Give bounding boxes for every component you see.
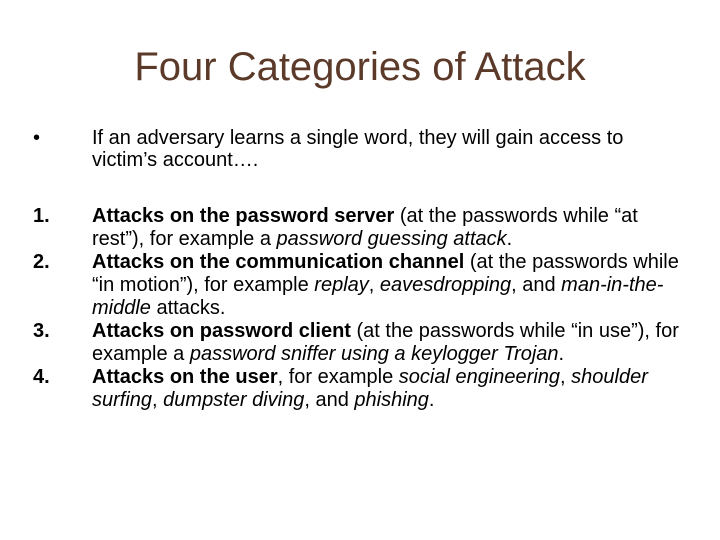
- item-text-segment: , for example: [277, 366, 399, 388]
- item-number: 2.: [33, 251, 50, 273]
- example-term: shoulder surfing: [92, 366, 648, 411]
- item-text: [92, 251, 692, 320]
- example-term: phishing: [354, 389, 429, 411]
- item-heading: Attacks on the password server: [92, 205, 395, 227]
- item-text-segment: ,: [560, 366, 572, 388]
- item-text: [92, 366, 692, 412]
- item-heading: Attacks on password client: [92, 320, 351, 342]
- item-heading: Attacks on the communication channel: [92, 251, 465, 273]
- item-text-segment: , and: [511, 274, 562, 296]
- example-term: eavesdropping: [379, 274, 512, 296]
- item-text-segment: .: [428, 389, 435, 411]
- slide-title: Four Categories of Attack: [134, 45, 586, 89]
- example-term: password guessing attack: [276, 228, 507, 250]
- item-number: 1.: [33, 205, 50, 227]
- item-text-segment: attacks.: [150, 297, 226, 319]
- attack-category-item: [33, 251, 693, 320]
- item-text: [92, 320, 692, 366]
- example-term: password sniffer using a keylogger Trojan: [189, 343, 559, 365]
- item-text-segment: (at the passwords while “in motion”), for example: [92, 251, 679, 296]
- attack-category-item: [33, 320, 693, 366]
- item-number: 4.: [33, 366, 50, 388]
- item-text: [92, 205, 692, 251]
- example-term: man-in-the-middle: [92, 274, 664, 319]
- item-text-segment: , and: [304, 389, 355, 411]
- attack-category-list: [33, 205, 693, 412]
- intro-text: If an adversary learns a single word, they will gain access to victim’s account….: [92, 127, 624, 171]
- bullet-marker: •: [33, 127, 41, 149]
- item-text-segment: ,: [368, 274, 380, 296]
- item-text-segment: (at the passwords while “in use”), for example a: [92, 320, 679, 365]
- attack-category-item: [33, 205, 693, 251]
- item-text-segment: .: [506, 228, 513, 250]
- example-term: replay: [314, 274, 369, 296]
- example-term: social engineering: [398, 366, 561, 388]
- item-text-segment: .: [558, 343, 565, 365]
- item-number: 3.: [33, 320, 50, 342]
- item-heading: Attacks on the user: [92, 366, 278, 388]
- example-term: dumpster diving: [163, 389, 305, 411]
- attack-category-item: [33, 366, 693, 412]
- item-text-segment: (at the passwords while “at rest”), for example a: [92, 205, 638, 250]
- item-text-segment: ,: [152, 389, 164, 411]
